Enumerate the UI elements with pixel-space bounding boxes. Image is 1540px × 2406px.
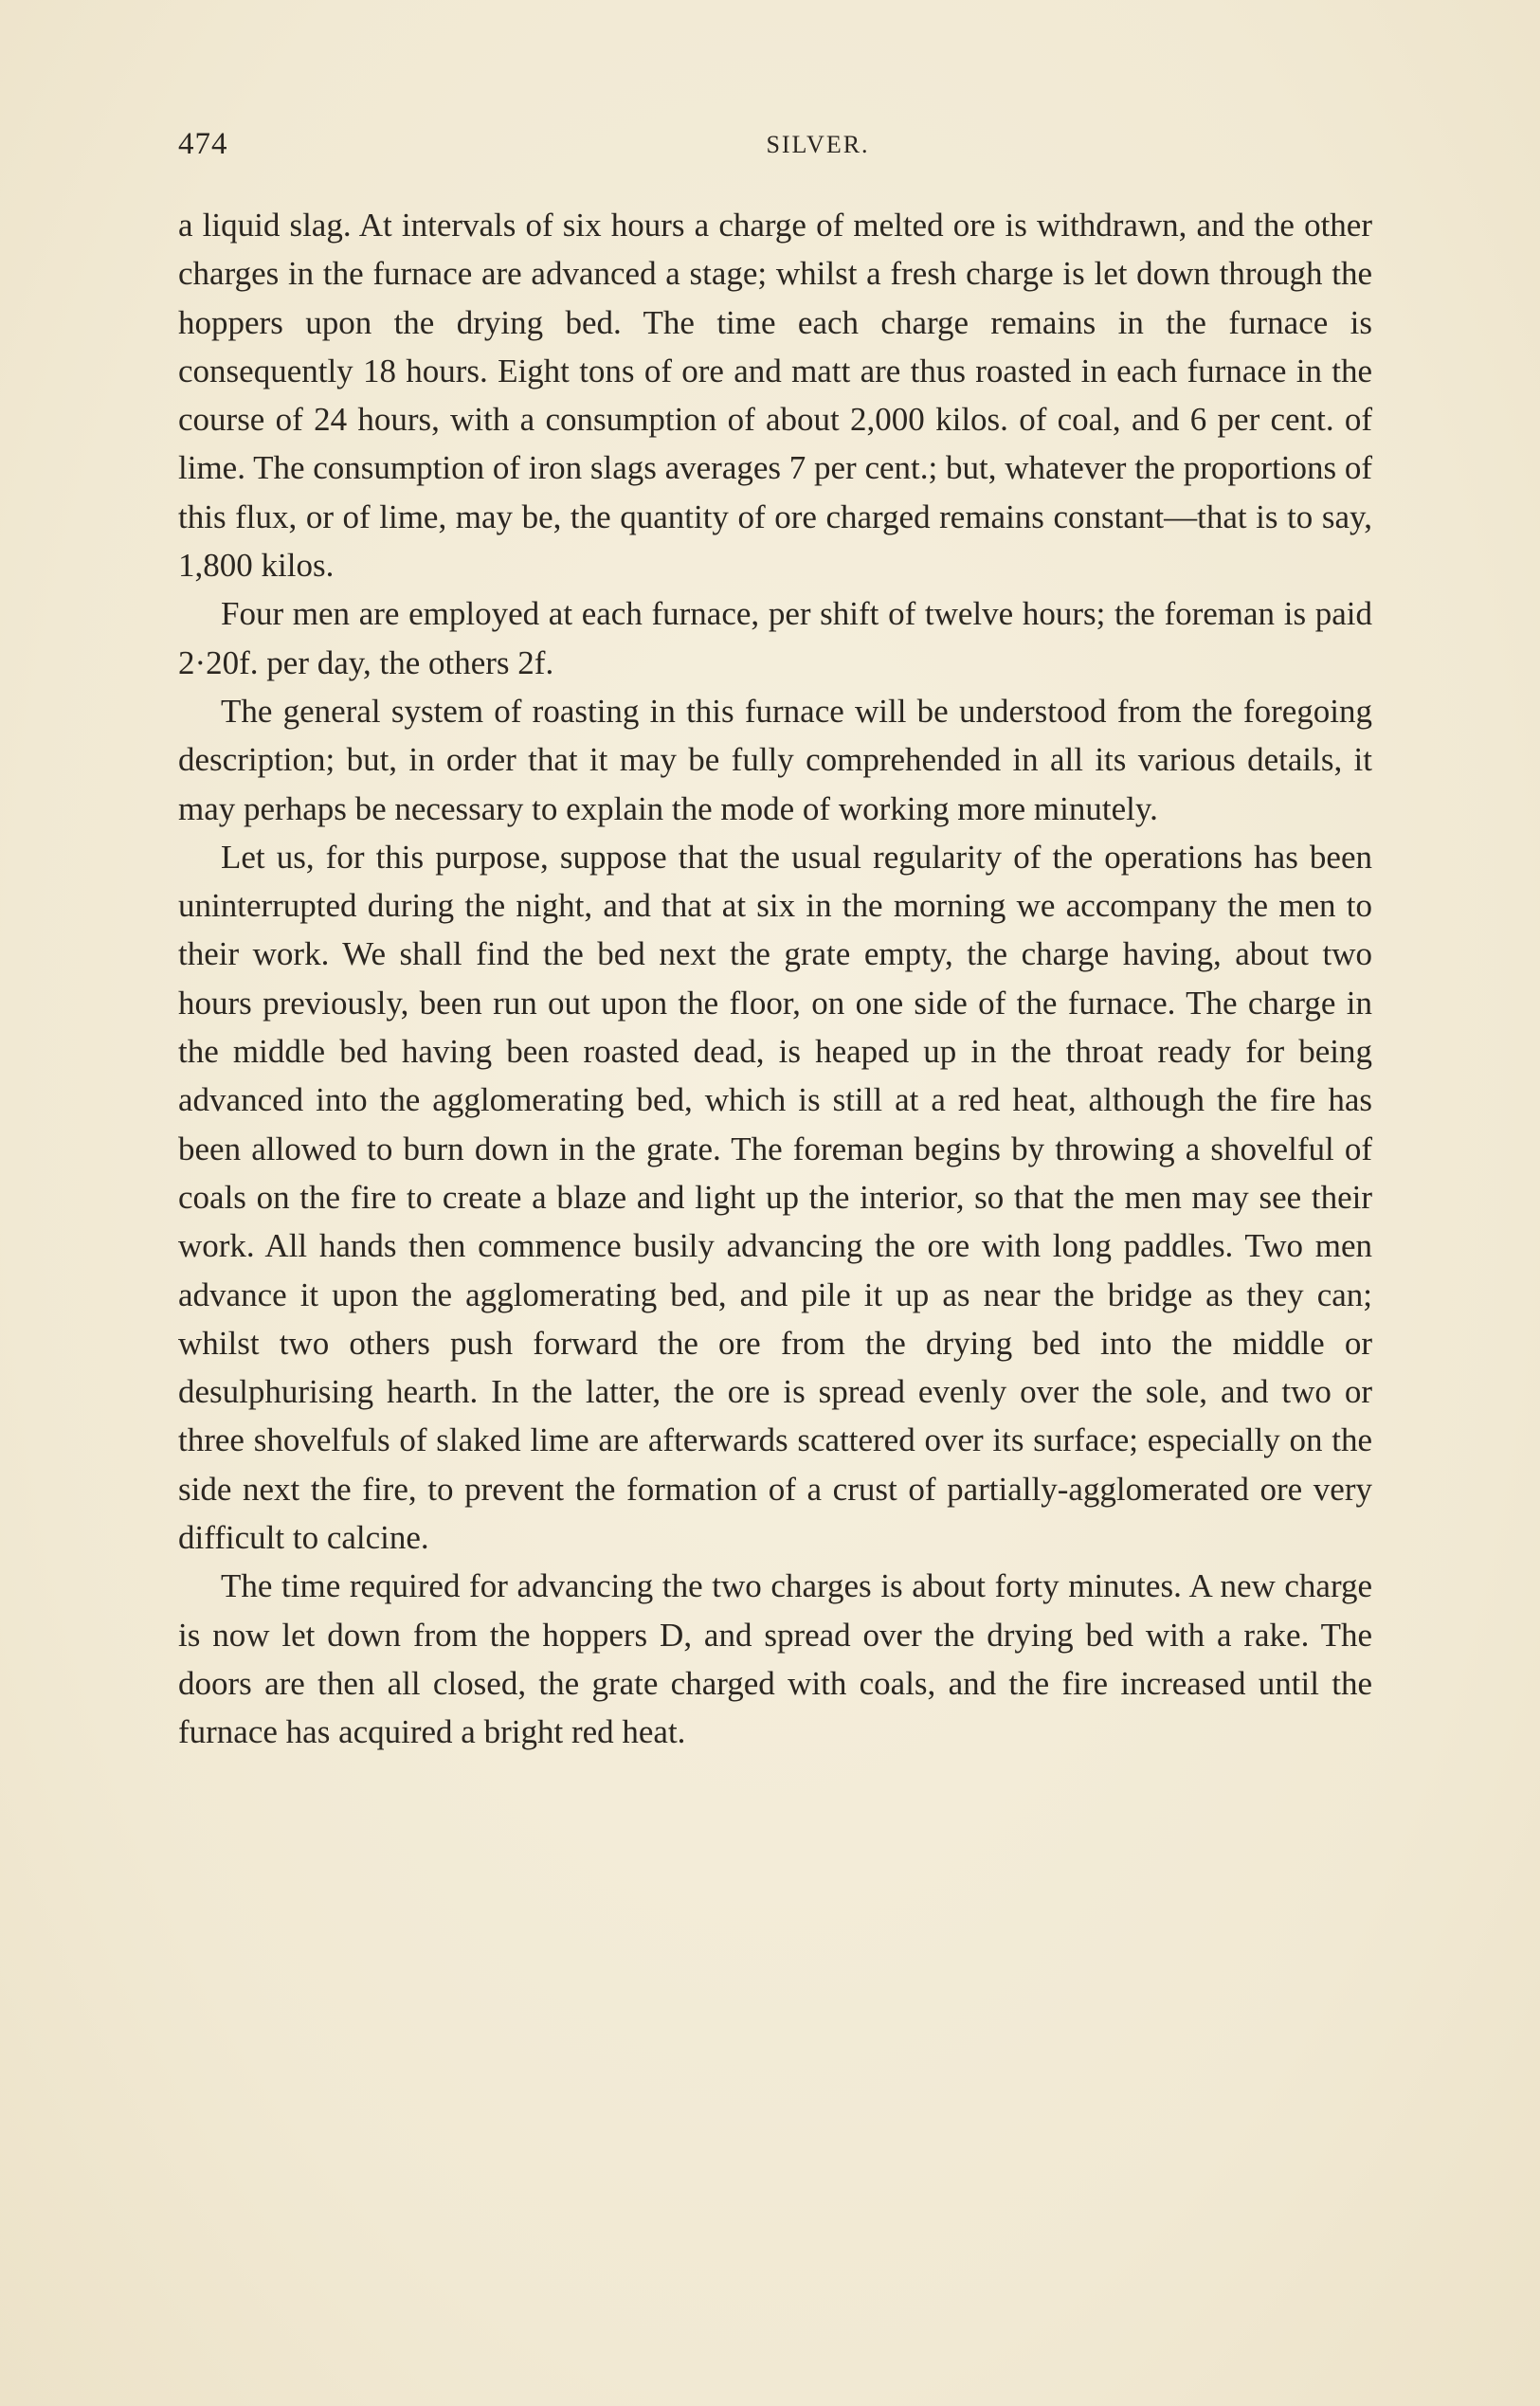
paragraph-1: a liquid slag. At intervals of six hours a charge of melted ore is withdrawn, and the other charges in the furnace are advanced a stage; whilst a fresh charge is let down through the hoppers upon the drying bed. The time each charge remains in the furnace is consequently 18 hours. Eight tons of ore and matt are thus roasted in each furnace in the course of 24 hours, with a consumption of about 2,000 kilos. of coal, and 6 per cent. of lime. The consumption of iron slags averages 7 per cent.; but, whatever the proportions of this flux, or of lime, may be, the quantity of ore charged remains constant—that is to say, 1,800 kilos. xyxy=(178,207,1372,585)
body-text xyxy=(178,201,1372,1757)
paragraph-5: The time required for advancing the two charges is about forty minutes. A new charge is now let down from the hoppers D, and spread over the drying bed with a rake. The doors are then all closed, the grate charged with coals, and the fire increased until the furnace has acquired a bright red heat. xyxy=(178,1567,1372,1751)
paragraph-4: Let us, for this purpose, suppose that the usual regularity of the operations has been uninterrupted during the night, and that at six in the morning we accompany the men to their work. We shall find the bed next the grate empty, the charge having, about two hours previously, been run out upon the floor, on one side of the furnace. The charge in the middle bed having been roasted dead, is heaped up in the throat ready for being advanced into the agglomerating bed, which is still at a red heat, although the fire has been allowed to burn down in the grate. The foreman begins by throwing a shovelful of coals on the fire to create a blaze and light up the interior, so that the men may see their work. All hands then commence busily advancing the ore with long paddles. Two men advance it upon the agglomerating bed, and pile it up as near the bridge as they can; whilst two others push forward the ore from the drying bed into the middle or desulphurising hearth. In the latter, the ore is spread evenly over the sole, and two or three shovelfuls of slaked lime are afterwards scattered over its surface; especially on the side next the fire, to prevent the formation of a crust of partially-agglomerated ore very difficult to calcine. xyxy=(178,838,1372,1557)
running-title: SILVER. xyxy=(766,131,870,158)
page-number: 474 xyxy=(178,127,228,161)
paragraph-2: Four men are employed at each furnace, per shift of twelve hours; the foreman is paid 2·20f. per day, the others 2f. xyxy=(178,595,1372,681)
running-head xyxy=(178,127,1372,174)
paragraph-3: The general system of roasting in this furnace will be understood from the foregoing description; but, in order that it may be fully comprehended in all its various details, it may perhaps be necessary to explain the mode of working more minutely. xyxy=(178,692,1372,827)
